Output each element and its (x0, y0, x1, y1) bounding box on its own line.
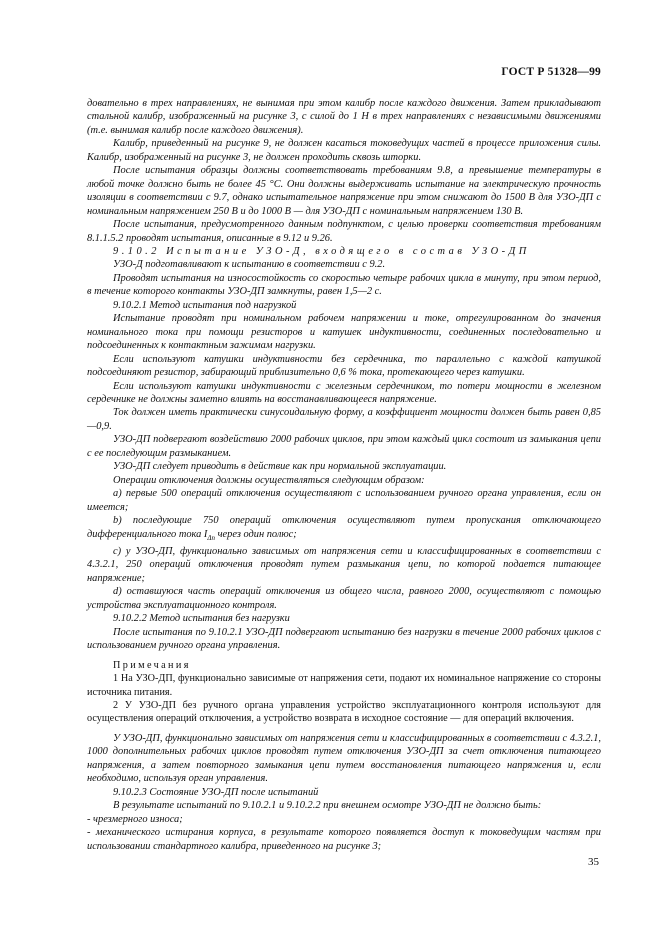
paragraph: УЗО-ДП следует приводить в действие как при нормальной эксплуатации. (113, 461, 447, 473)
list-item: d) оставшуюся часть операций отключения из общего числа, равного 2000, осуществляют с помощью устройства эксплуатационного контроля. (87, 586, 601, 611)
paragraph: Испытание проводят при номинальном рабочем напряжении и токе, отрегулированном до значения номинального тока при помощи резисторов и катушек индуктивности, соединенных последовательно и подсоединенных к контактным зажимам нагрузки. (87, 313, 601, 352)
paragraph: В результате испытаний по 9.10.2.1 и 9.10.2.2 при внешнем осмотре УЗО-ДП не должно быть: (113, 800, 542, 812)
paragraph: Операции отключения должны осуществляться следующим образом: (113, 474, 425, 486)
notes-title: Примечания (113, 660, 191, 671)
main-text (87, 97, 601, 653)
list-item-tail: через один полюс; (214, 528, 297, 540)
subsection-heading: 9.10.2.2 Метод испытания без нагрузки (113, 613, 290, 625)
main-text-continued (87, 732, 601, 853)
list-item: - чрезмерного износа; (87, 813, 183, 825)
paragraph: УЗО-ДП подвергают воздействию 2000 рабочих циклов, при этом каждый цикл состоит из замыкания цепи с ее последующим размыканием. (87, 434, 601, 459)
subsection-heading: 9.10.2.1 Метод испытания под нагрузкой (113, 299, 297, 311)
list-item: с) у УЗО-ДП, функционально зависимых от напряжения сети и классифицированных в соответствии с 4.3.2.1, 250 операций отключения проводят путем размыкания цепи, по которой подается питающее напряжение; (87, 546, 601, 584)
page-number: 35 (588, 856, 599, 868)
list-item: а) первые 500 операций отключения осуществляют с использованием ручного органа управления, если он имеется; (87, 488, 601, 513)
notes-block (87, 659, 601, 725)
paragraph: У УЗО-ДП, функционально зависимых от напряжения сети и классифицированных в соответствии с 4.3.2.1, 1000 дополнительных рабочих циклов проводят путем отключения УЗО-ДП за счет отключения питающего напряжения, а затем повторного замыкания цепи путем восстановления питающего напряжения и, если необходимо, используя орган управления. (87, 733, 601, 785)
standard-header: ГОСТ Р 51328—99 (501, 66, 601, 78)
section-heading: 9.10.2 Испытание УЗО-Д, входящего в состав УЗО-ДП (113, 245, 530, 257)
paragraph: Если используют катушки индуктивности с железным сердечником, то потери мощности в железном сердечнике не должны заметно влиять на восстанавливающееся напряжение. (87, 380, 601, 405)
note-item: 1 На УЗО-ДП, функционально зависимые от напряжения сети, подают их номинальное напряжение со стороны источника питания. (87, 673, 601, 698)
paragraph: После испытания по 9.10.2.1 УЗО-ДП подвергают испытанию без нагрузки в течение 2000 рабочих циклов с использованием ручного органа управления. (87, 626, 601, 652)
paragraph: Проводят испытания на износостойкость со скоростью четыре рабочих цикла в минуту, при этом период, в течение которого контакты УЗО-ДП замкнуты, равен 1,5—2 с. (87, 272, 601, 298)
subsection-heading: 9.10.2.3 Состояние УЗО-ДП после испытаний (113, 786, 319, 798)
paragraph: Ток должен иметь практически синусоидальную форму, а коэффициент мощности должен быть равен 0,85—0,9. (87, 407, 601, 432)
paragraph: После испытания, предусмотренного данным подпунктом, с целью проверки соответствия требованиям 8.1.1.5.2 проводят испытания, описанные в 9.12 и 9.26. (87, 219, 601, 244)
paragraph: Калибр, приведенный на рисунке 9, не должен касаться токоведущих частей в процессе приложения силы. Калибр, изображенный на рисунке 3, не должен проходить сквозь шторки. (87, 138, 601, 163)
paragraph: УЗО-Д подготавливают к испытанию в соответствии с 9.2. (113, 259, 386, 271)
list-item (87, 514, 601, 545)
subscript: Δn (207, 533, 215, 542)
list-item-text: b) последующие 750 операций отключения осуществляют путем пропускания отключающего дифференциального тока I (87, 515, 601, 540)
note-item: 2 У УЗО-ДП без ручного органа управления устройство эксплуатационного контроля используют для осуществления операций отключения, а устройство возврата в исходное состояние — для операций включения. (87, 699, 601, 725)
paragraph: После испытания образцы должны соответствовать требованиям 9.8, а превышение температуры в любой точке должно быть не более 45 °С. Они должны выдерживать испытание на электрическую прочность изоляции в соответствии с 9.7, однако испытательное напряжение при этом снижают до 1500 В для УЗО-ДП с номинальным напряжением 250 В и до 1000 В — для УЗО-ДП с номинальным напряжением 130 В. (87, 165, 601, 217)
paragraph: Если используют катушки индуктивности без сердечника, то параллельно с каждой катушкой подсоединяют резистор, забирающий приблизительно 0,6 % тока, протекающего через катушки. (87, 353, 601, 379)
paragraph: довательно в трех направлениях, не вынимая при этом калибр после каждого движения. Затем прикладывают стальной калибр, изображенный на рисунке 3, с силой до 1 Н в трех направлениях с независимыми движениями (т.е. вынимая калибр после каждого движения). (87, 98, 601, 136)
list-item: - механического истирания корпуса, в результате которого появляется доступ к токоведущим частям при использовании стандартного калибра, приведенного на рисунке 3; (87, 827, 601, 852)
